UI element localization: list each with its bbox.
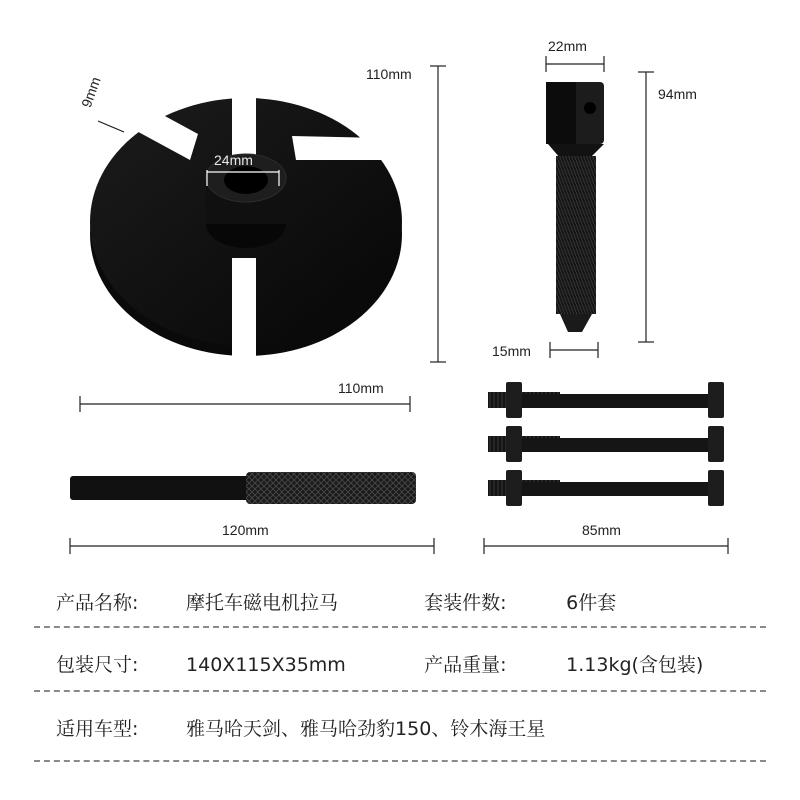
rod-length-label: 120mm: [222, 522, 269, 538]
disk-width-label: 110mm: [338, 380, 384, 396]
spec-value-count: 6件套: [566, 592, 617, 614]
spec-row-package: [56, 650, 703, 677]
spec-value-weight: 1.13kg(含包装): [566, 654, 704, 676]
spec-label-name: 产品名称:: [56, 592, 139, 614]
rod-dimension-line: [70, 538, 434, 554]
knurled-rod: [70, 472, 416, 504]
spec-label-models: 适用车型:: [56, 718, 139, 740]
spec-divider-3: [34, 760, 766, 762]
spec-divider-1: [34, 626, 766, 628]
spec-label-package: 包装尺寸:: [56, 654, 139, 676]
bolt-2: [488, 426, 724, 462]
spec-value-name: 摩托车磁电机拉马: [186, 592, 339, 614]
spec-divider-2: [34, 690, 766, 692]
bolt-length-label: 94mm: [658, 86, 697, 102]
bolt-tip-label: 15mm: [492, 343, 531, 359]
spec-label-weight: 产品重量:: [424, 654, 507, 676]
disk-height-label: 110mm: [366, 66, 412, 82]
bolts-length-label: 85mm: [582, 522, 621, 538]
disk-slot-right: [292, 136, 392, 160]
bolt-head-label: 22mm: [548, 38, 587, 54]
bolt-1: [488, 382, 724, 418]
disk-slot-top: [232, 82, 256, 162]
bolt-3: [488, 470, 724, 506]
hub-hole-label: 24mm: [214, 152, 253, 168]
slot-width-label: 9mm: [78, 74, 104, 110]
forcing-bolt: [546, 82, 604, 332]
puller-disk: [90, 82, 402, 358]
spec-row-models: [56, 714, 545, 741]
spec-label-count: 套装件数:: [424, 592, 507, 614]
spec-value-package: 140X115X35mm: [186, 654, 346, 676]
spec-value-models: 雅马哈天剑、雅马哈劲豹150、铃木海王星: [186, 718, 546, 740]
disk-slot-bottom: [232, 258, 256, 358]
spec-row-name: [56, 588, 616, 615]
bolt-set: [488, 382, 724, 506]
bolts-dimension-line: [484, 538, 728, 554]
